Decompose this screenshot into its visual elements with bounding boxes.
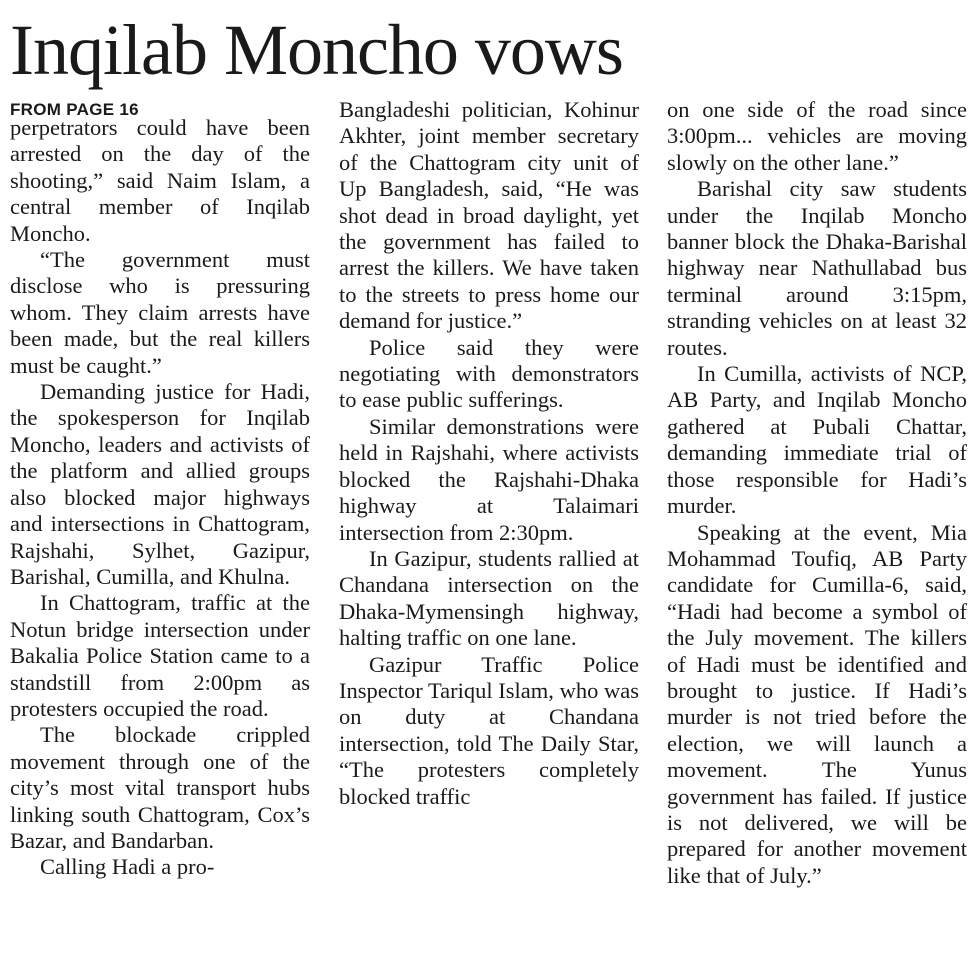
paragraph: Gazipur Traffic Police Inspector Tariqul Islam, who was on duty at Chandana intersection, told The Daily Star, “The protesters completely blocked traffic (339, 651, 639, 809)
paragraph: Barishal city saw students under the Inqilab Moncho banner block the Dhaka-Barishal highway near Nathullabad bus terminal around 3:15pm, stranding vehicles on at least 32 routes. (667, 176, 967, 360)
paragraph: The blockade crippled movement through one of the city’s most vital transport hubs linking south Chattogram, Cox’s Bazar, and Bandarban. (10, 722, 310, 853)
paragraph: Speaking at the event, Mia Mohammad Toufiq, AB Party candidate for Cumilla-6, said, “Hadi had become a symbol of the July movement. The killers of Hadi must be identified and brought to justice. If Hadi’s murder is not tried before the election, we will launch a movement. The Yunus government has failed. If justice is not delivered, we will be prepared for another movement like that of July.” (667, 519, 967, 888)
paragraph: Demanding justice for Hadi, the spokesperson for Inqilab Moncho, leaders and activists of the platform and allied groups also blocked major highways and intersections in Chattogram, Rajshahi, Sylhet, Gazipur, Barishal, Cumilla, and Khulna. (10, 379, 310, 589)
paragraph: perpetrators could have been arrested on the day of the shooting,” said Naim Islam, a central member of Inqilab Moncho. (10, 115, 310, 246)
paragraph: Bangladeshi politician, Kohinur Akhter, joint member secretary of the Chattogram city unit of Up Bangladesh, said, “He was shot dead in broad daylight, yet the government has failed to arrest the killers. We have taken to the streets to press home our demand for justice.” (339, 97, 639, 334)
paragraph: In Gazipur, students rallied at Chandana intersection on the Dhaka-Mymensingh highway, halting traffic on one lane. (339, 545, 639, 651)
paragraph: Similar demonstrations were held in Rajshahi, where activists blocked the Rajshahi-Dhaka highway at Talaimari intersection from 2:30pm. (339, 413, 639, 545)
paragraph: In Chattogram, traffic at the Notun bridge intersection under Bakalia Police Station came to a standstill from 2:00pm as protesters occupied the road. (10, 590, 310, 721)
article-column-2 (339, 97, 639, 810)
paragraph: Calling Hadi a pro- (40, 854, 215, 880)
paragraph: “The government must disclose who is pressuring whom. They claim arrests have been made, but the real killers must be caught.” (10, 247, 310, 378)
continuation-kicker: FROM PAGE 16 (10, 100, 139, 119)
paragraph: Police said they were negotiating with demonstrators to ease public sufferings. (339, 334, 639, 413)
paragraph: In Cumilla, activists of NCP, AB Party, and Inqilab Moncho gathered at Pubali Chattar, demanding immediate trial of those responsible for Hadi’s murder. (667, 361, 967, 519)
article-column-1 (10, 97, 310, 881)
article-column-3 (667, 97, 967, 889)
headline: Inqilab Moncho vows (10, 10, 623, 90)
paragraph: on one side of the road since 3:00pm... vehicles are moving slowly on the other lane.” (667, 97, 967, 175)
